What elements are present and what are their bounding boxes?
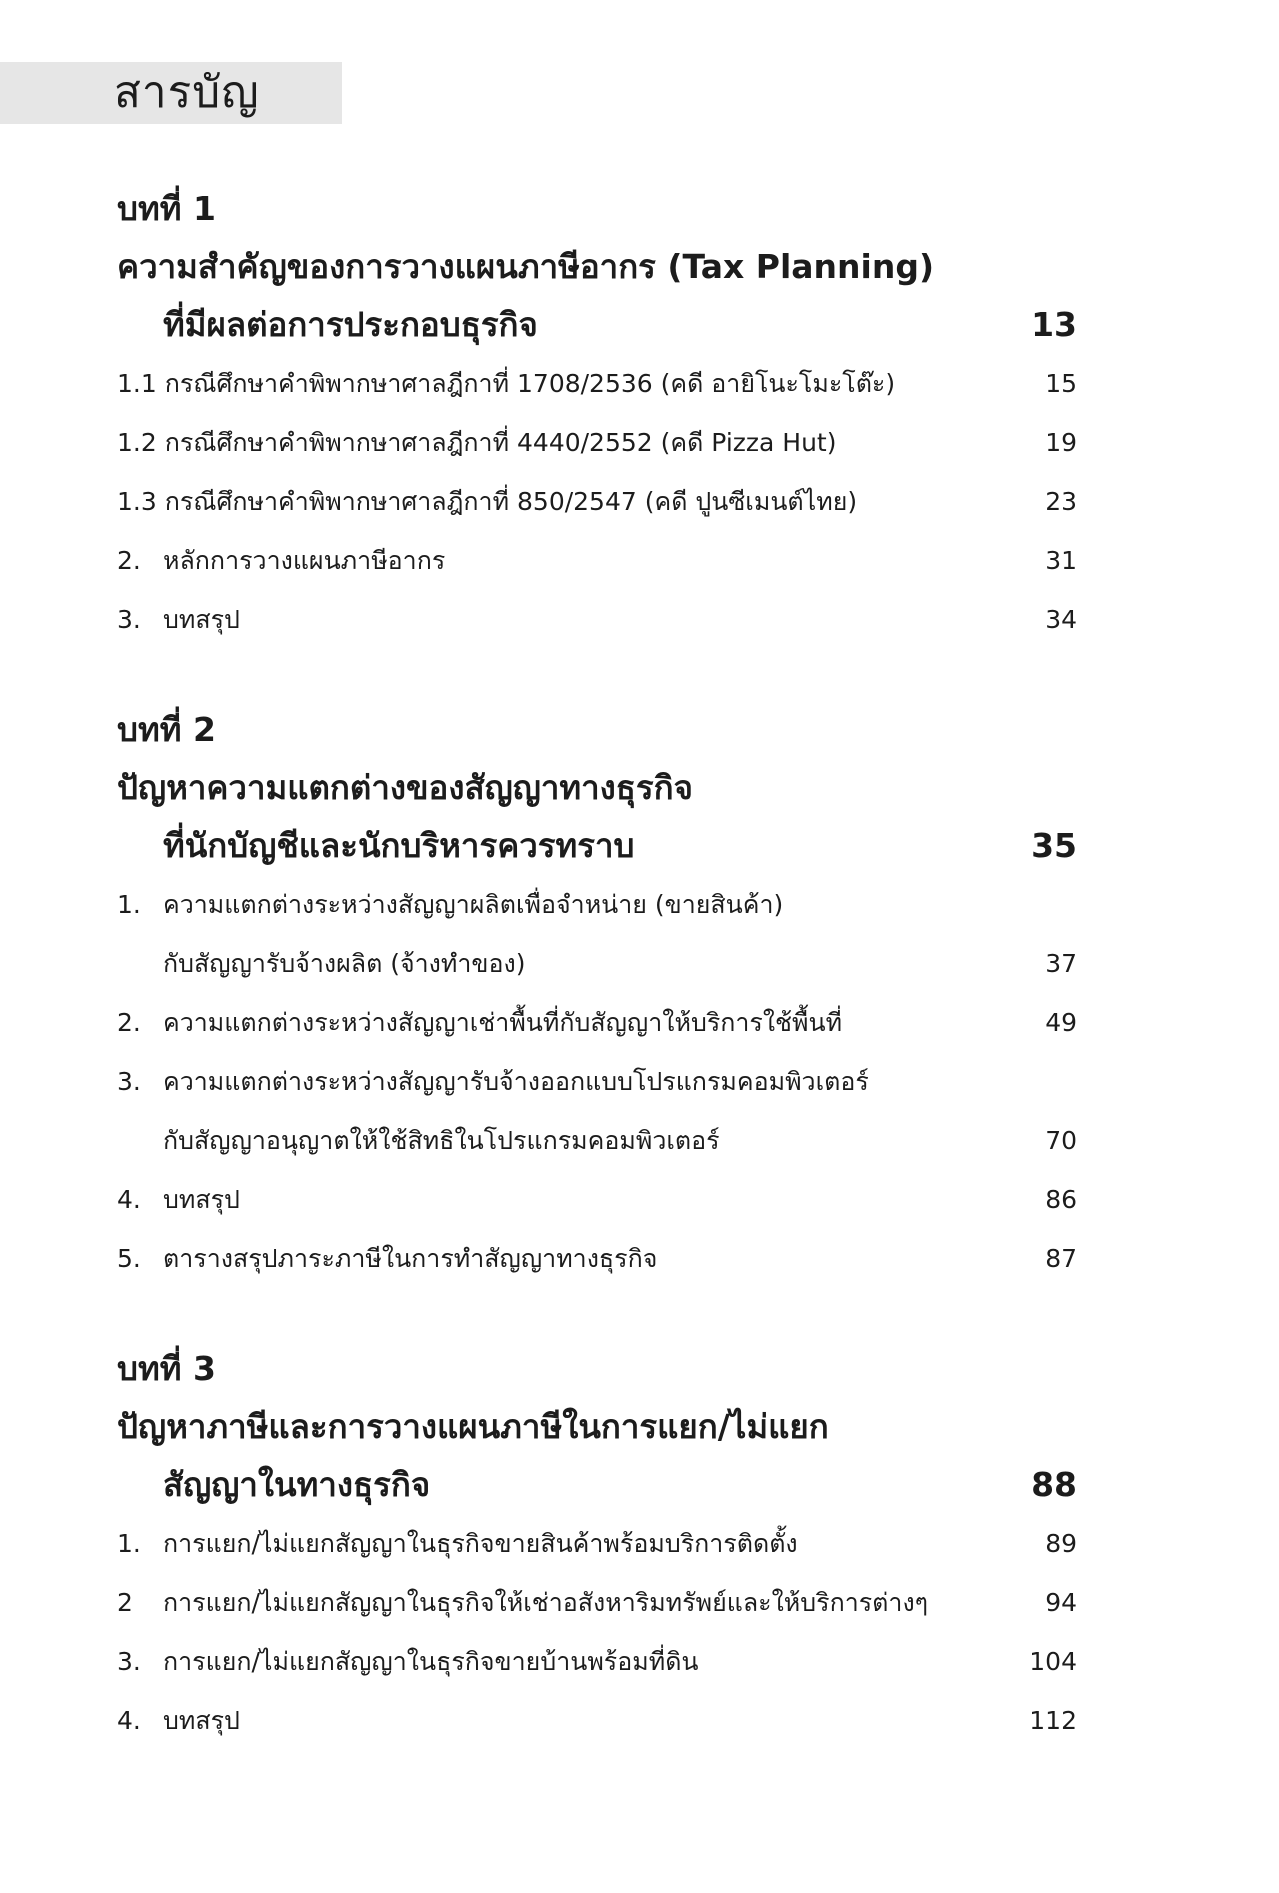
entry-text: การแยก/ไม่แยกสัญญาในธุรกิจขายสินค้าพร้อมบริการติดตั้ง [163, 1529, 798, 1558]
page-title: สารบัญ [114, 67, 260, 118]
toc-entry[interactable] [117, 472, 1080, 531]
entry-number: 3. [117, 605, 141, 634]
entry-text: หลักการวางแผนภาษีอากร [163, 546, 446, 575]
entry-page-number: 87 [1045, 1244, 1077, 1273]
chapter-title-line-2 [117, 817, 1080, 875]
entry-text: ความแตกต่างระหว่างสัญญาเช่าพื้นที่กับสัญญาให้บริการใช้พื้นที่ [163, 1008, 843, 1037]
chapter-label: บทที่ 2 [117, 710, 216, 749]
chapter-page-number: 35 [1031, 826, 1077, 865]
entry-text: กับสัญญารับจ้างผลิต (จ้างทำของ) [163, 949, 526, 978]
chapter-3 [117, 1340, 1080, 1750]
entry-page-number: 94 [1045, 1588, 1077, 1617]
chapter-page-number: 13 [1031, 305, 1077, 344]
entry-text: บทสรุป [163, 605, 240, 634]
toc-entry[interactable] [117, 875, 1080, 934]
entry-text: การแยก/ไม่แยกสัญญาในธุรกิจให้เช่าอสังหาริมทรัพย์และให้บริการต่างๆ [163, 1588, 929, 1617]
chapter-title-text: สัญญาในทางธุรกิจ [163, 1465, 431, 1504]
chapter-title-line-1: ปัญหาความแตกต่างของสัญญาทางธุรกิจ [117, 768, 693, 807]
toc-entry[interactable] [117, 354, 1080, 413]
table-of-contents [117, 180, 1080, 1802]
chapter-label: บทที่ 1 [117, 189, 216, 228]
entry-text: 1.1 กรณีศึกษาคำพิพากษาศาลฎีกาที่ 1708/2536 (คดี อายิโนะโมะโต๊ะ) [117, 369, 896, 398]
chapter-title-text: ที่นักบัญชีและนักบริหารควรทราบ [163, 826, 635, 865]
entry-page-number: 70 [1045, 1126, 1077, 1155]
entry-number: 2. [117, 1008, 141, 1037]
chapter-title-line-2 [117, 1456, 1080, 1514]
entry-text: การแยก/ไม่แยกสัญญาในธุรกิจขายบ้านพร้อมที่ดิน [163, 1647, 699, 1676]
entry-text: 1.3 กรณีศึกษาคำพิพากษาศาลฎีกาที่ 850/2547 (คดี ปูนซีเมนต์ไทย) [117, 487, 858, 516]
entry-page-number: 112 [1029, 1706, 1077, 1735]
toc-entry[interactable] [117, 1111, 1080, 1170]
entry-page-number: 23 [1045, 487, 1077, 516]
toc-entry[interactable] [117, 993, 1080, 1052]
entry-text: 1.2 กรณีศึกษาคำพิพากษาศาลฎีกาที่ 4440/2552 (คดี Pizza Hut) [117, 428, 837, 457]
chapter-1 [117, 180, 1080, 649]
chapter-title-line-1: ปัญหาภาษีและการวางแผนภาษีในการแยก/ไม่แยก [117, 1407, 829, 1446]
entry-page-number: 86 [1045, 1185, 1077, 1214]
chapter-title-line-2 [117, 296, 1080, 354]
entry-number: 3. [117, 1647, 141, 1676]
toc-entry[interactable] [117, 590, 1080, 649]
entry-text: กับสัญญาอนุญาตให้ใช้สิทธิในโปรแกรมคอมพิวเตอร์ [163, 1126, 720, 1155]
toc-entry[interactable] [117, 1052, 1080, 1111]
entry-page-number: 104 [1029, 1647, 1077, 1676]
toc-entry[interactable] [117, 1514, 1080, 1573]
chapter-2 [117, 701, 1080, 1288]
entry-text: ความแตกต่างระหว่างสัญญาผลิตเพื่อจำหน่าย (ขายสินค้า) [163, 890, 784, 919]
entry-text: ตารางสรุปภาระภาษีในการทำสัญญาทางธุรกิจ [163, 1244, 658, 1273]
entry-number: 2. [117, 546, 141, 575]
chapter-page-number: 88 [1031, 1465, 1077, 1504]
entry-page-number: 37 [1045, 949, 1077, 978]
toc-entry[interactable] [117, 531, 1080, 590]
entry-text: บทสรุป [163, 1185, 240, 1214]
chapter-label: บทที่ 3 [117, 1349, 216, 1388]
toc-entry[interactable] [117, 1229, 1080, 1288]
entry-text: บทสรุป [163, 1706, 240, 1735]
entry-page-number: 89 [1045, 1529, 1077, 1558]
entry-number: 3. [117, 1067, 141, 1096]
entry-number: 4. [117, 1185, 141, 1214]
entry-page-number: 15 [1045, 369, 1077, 398]
entry-number: 5. [117, 1244, 141, 1273]
entry-page-number: 31 [1045, 546, 1077, 575]
entry-number: 2 [117, 1588, 133, 1617]
toc-entry[interactable] [117, 934, 1080, 993]
entry-page-number: 34 [1045, 605, 1077, 634]
entry-text: ความแตกต่างระหว่างสัญญารับจ้างออกแบบโปรแกรมคอมพิวเตอร์ [163, 1067, 869, 1096]
entry-page-number: 19 [1045, 428, 1077, 457]
entry-number: 1. [117, 1529, 141, 1558]
toc-entry[interactable] [117, 413, 1080, 472]
chapter-title-line-1: ความสำคัญของการวางแผนภาษีอากร (Tax Planning) [117, 247, 935, 286]
toc-entry[interactable] [117, 1691, 1080, 1750]
chapter-title-text: ที่มีผลต่อการประกอบธุรกิจ [163, 305, 538, 344]
toc-entry[interactable] [117, 1170, 1080, 1229]
toc-entry[interactable] [117, 1632, 1080, 1691]
entry-number: 4. [117, 1706, 141, 1735]
toc-entry[interactable] [117, 1573, 1080, 1632]
entry-number: 1. [117, 890, 141, 919]
entry-page-number: 49 [1045, 1008, 1077, 1037]
